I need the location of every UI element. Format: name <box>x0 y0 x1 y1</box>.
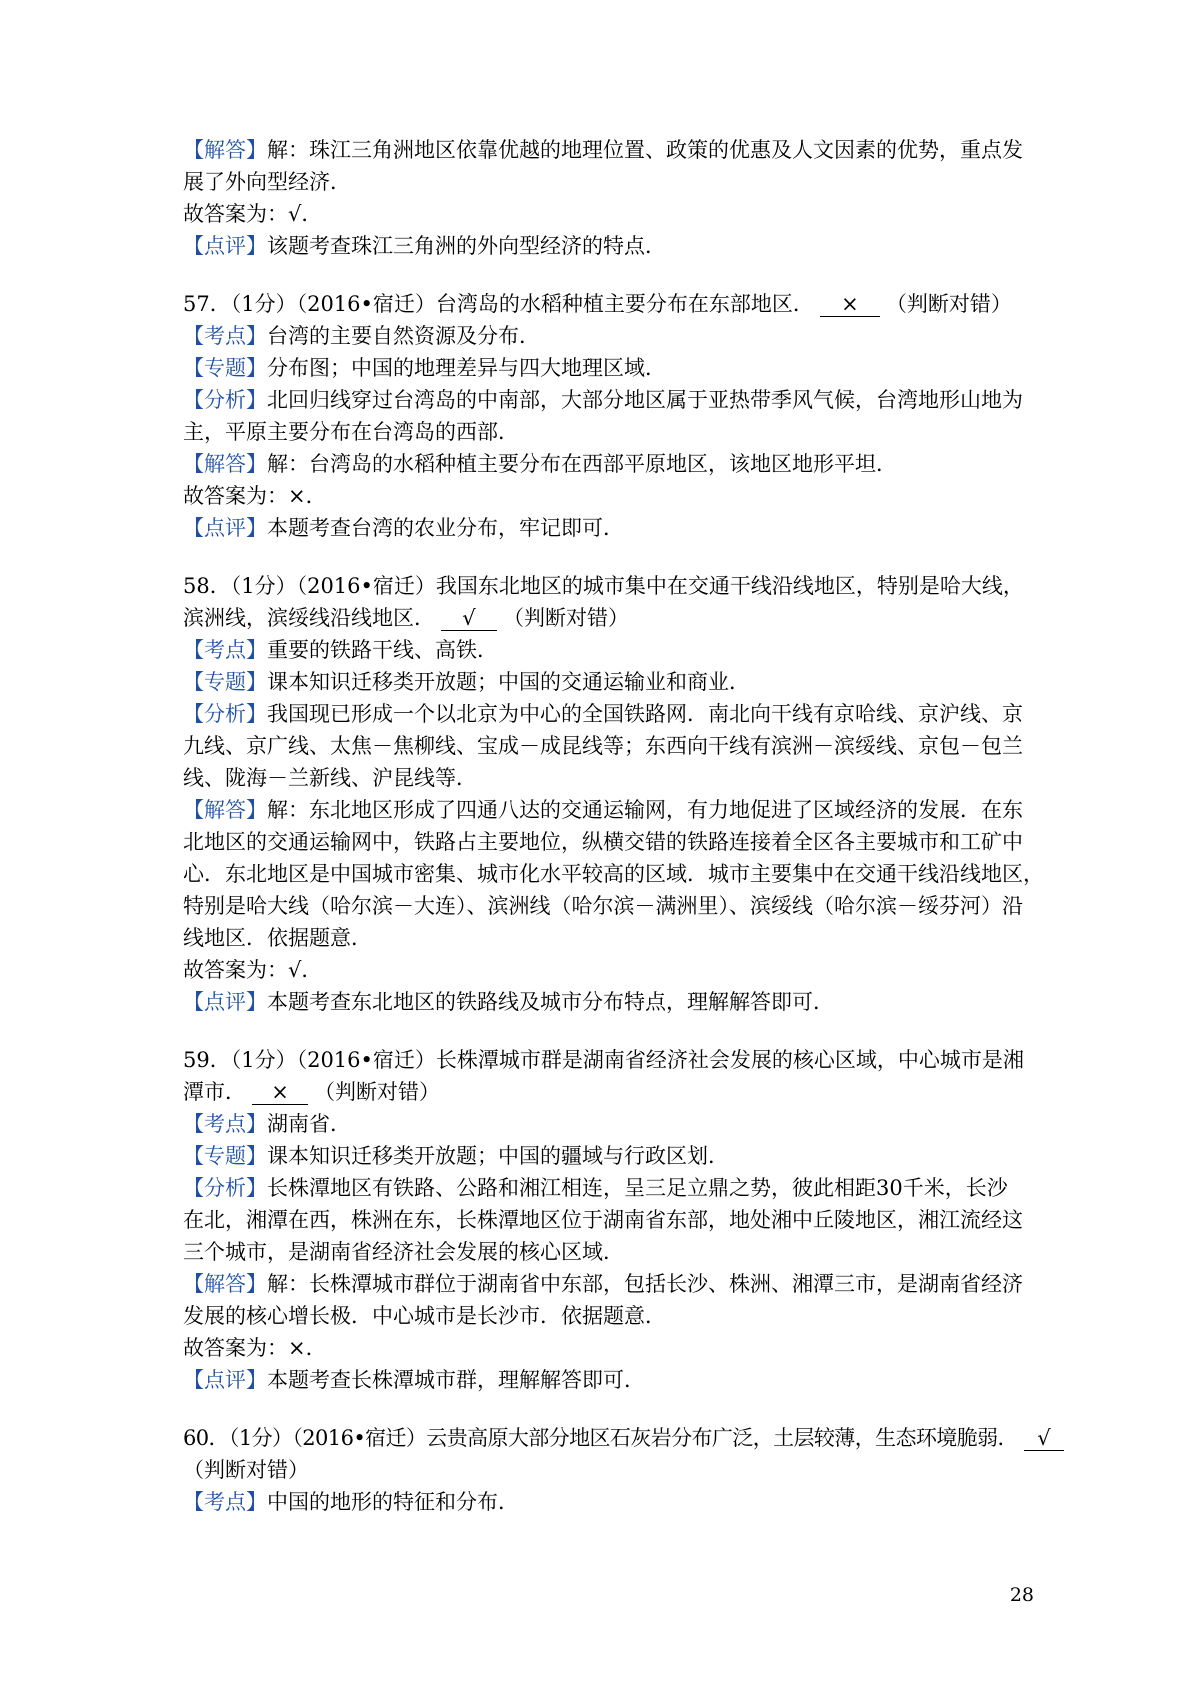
jieda-tag: 【解答】 <box>183 138 267 162</box>
q58-jieda-line-4: 特别是哈大线（哈尔滨－大连）、滨洲线（哈尔滨－满洲里）、滨绥线（哈尔滨－绥芬河）沿 <box>183 894 1023 918</box>
q57-answer: 故答案为：×． <box>183 484 327 508</box>
kaodian-tag: 【考点】 <box>183 1112 267 1136</box>
q58-dianping: 【点评】本题考查东北地区的铁路线及城市分布特点，理解解答即可． <box>183 990 834 1014</box>
answer-blank: × <box>252 1080 308 1105</box>
fenxi-tag: 【分析】 <box>183 388 267 412</box>
q58-stem-line-1: 58．（1分）（2016•宿迁）我国东北地区的城市集中在交通干线沿线地区，特别是哈大线， <box>183 574 1024 598</box>
jieda-tag: 【解答】 <box>183 452 267 476</box>
dianping-tag: 【点评】 <box>183 516 267 540</box>
answer-blank: √ <box>1024 1426 1064 1451</box>
q56-answer: 故答案为：√． <box>183 202 323 226</box>
zhuanti-tag: 【专题】 <box>183 1144 267 1168</box>
q58-jieda-line-3: 心．东北地区是中国城市密集、城市化水平较高的区域．城市主要集中在交通干线沿线地区， <box>183 862 1044 886</box>
q59-zhuanti: 【专题】课本知识迁移类开放题；中国的疆域与行政区划． <box>183 1144 729 1168</box>
q56-jieda-line-2: 展了外向型经济． <box>183 170 351 194</box>
q57-stem: 57．（1分）（2016•宿迁）台湾岛的水稻种植主要分布在东部地区． × （判断对错） <box>183 292 1012 316</box>
q59-fenxi-line-3: 三个城市，是湖南省经济社会发展的核心区域． <box>183 1240 624 1264</box>
q57-zhuanti: 【专题】分布图；中国的地理差异与四大地理区域． <box>183 356 666 380</box>
q59-fenxi-line-1: 【分析】长株潭地区有铁路、公路和湘江相连，呈三足立鼎之势，彼此相距30千米，长沙 <box>183 1176 1008 1200</box>
q58-zhuanti: 【专题】课本知识迁移类开放题；中国的交通运输业和商业． <box>183 670 750 694</box>
q58-fenxi-line-2: 九线、京广线、太焦－焦柳线、宝成－成昆线等；东西向干线有滨洲－滨绥线、京包－包兰 <box>183 734 1023 758</box>
q58-jieda-line-2: 北地区的交通运输网中，铁路占主要地位，纵横交错的铁路连接着全区各主要城市和工矿中 <box>183 830 1023 854</box>
jieda-tag: 【解答】 <box>183 1272 267 1296</box>
answer-blank: √ <box>441 606 497 631</box>
q60-kaodian: 【考点】中国的地形的特征和分布． <box>183 1490 519 1514</box>
q58-jieda-line-5: 线地区．依据题意． <box>183 926 372 950</box>
q59-answer: 故答案为：×． <box>183 1336 327 1360</box>
dianping-tag: 【点评】 <box>183 234 267 258</box>
dianping-tag: 【点评】 <box>183 1368 267 1392</box>
zhuanti-tag: 【专题】 <box>183 670 267 694</box>
fenxi-tag: 【分析】 <box>183 702 267 726</box>
q60-stem-line-1: 60．（1分）（2016•宿迁）云贵高原大部分地区石灰岩分布广泛，土层较薄，生态环境脆弱． √ <box>183 1422 1033 1454</box>
q60-stem-line-2: （判断对错） <box>183 1458 309 1482</box>
answer-blank: × <box>820 292 880 317</box>
q59-kaodian: 【考点】湖南省． <box>183 1112 351 1136</box>
jieda-tag: 【解答】 <box>183 798 267 822</box>
q58-fenxi-line-1: 【分析】我国现已形成一个以北京为中心的全国铁路网．南北向干线有京哈线、京沪线、京 <box>183 702 1023 726</box>
kaodian-tag: 【考点】 <box>183 1490 267 1514</box>
page-number: 28 <box>1009 1584 1034 1606</box>
q56-jieda-line-1: 【解答】解：珠江三角洲地区依靠优越的地理位置、政策的优惠及人文因素的优势，重点发 <box>183 138 1023 162</box>
q57-dianping: 【点评】本题考查台湾的农业分布，牢记即可． <box>183 516 624 540</box>
q59-stem-line-2: 潭市． × （判断对错） <box>183 1080 440 1104</box>
q59-jieda-line-1: 【解答】解：长株潭城市群位于湖南省中东部，包括长沙、株洲、湘潭三市，是湖南省经济 <box>183 1272 1023 1296</box>
page-content <box>183 134 1051 1518</box>
q56-dianping: 【点评】该题考查珠江三角洲的外向型经济的特点． <box>183 234 666 258</box>
q58-kaodian: 【考点】重要的铁路干线、高铁． <box>183 638 498 662</box>
q58-jieda-line-1: 【解答】解：东北地区形成了四通八达的交通运输网，有力地促进了区域经济的发展．在东 <box>183 798 1023 822</box>
q58-answer: 故答案为：√． <box>183 958 323 982</box>
fenxi-tag: 【分析】 <box>183 1176 267 1200</box>
q57-fenxi-line-2: 主，平原主要分布在台湾岛的西部． <box>183 420 519 444</box>
q57-fenxi-line-1: 【分析】北回归线穿过台湾岛的中南部，大部分地区属于亚热带季风气候，台湾地形山地为 <box>183 388 1023 412</box>
dianping-tag: 【点评】 <box>183 990 267 1014</box>
kaodian-tag: 【考点】 <box>183 638 267 662</box>
q57-jieda-line-1: 【解答】解：台湾岛的水稻种植主要分布在西部平原地区，该地区地形平坦． <box>183 452 897 476</box>
q57-kaodian: 【考点】台湾的主要自然资源及分布． <box>183 324 540 348</box>
q59-stem-line-1: 59．（1分）（2016•宿迁）长株潭城市群是湖南省经济社会发展的核心区域，中心城市是湘 <box>183 1048 1024 1072</box>
q59-dianping: 【点评】本题考查长株潭城市群，理解解答即可． <box>183 1368 645 1392</box>
q59-jieda-line-2: 发展的核心增长极．中心城市是长沙市．依据题意． <box>183 1304 666 1328</box>
q58-stem-line-2: 滨洲线，滨绥线沿线地区． √ （判断对错） <box>183 606 629 630</box>
zhuanti-tag: 【专题】 <box>183 356 267 380</box>
kaodian-tag: 【考点】 <box>183 324 267 348</box>
q58-fenxi-line-3: 线、陇海－兰新线、沪昆线等． <box>183 766 477 790</box>
q59-fenxi-line-2: 在北，湘潭在西，株洲在东，长株潭地区位于湖南省东部，地处湘中丘陵地区，湘江流经这 <box>183 1208 1023 1232</box>
